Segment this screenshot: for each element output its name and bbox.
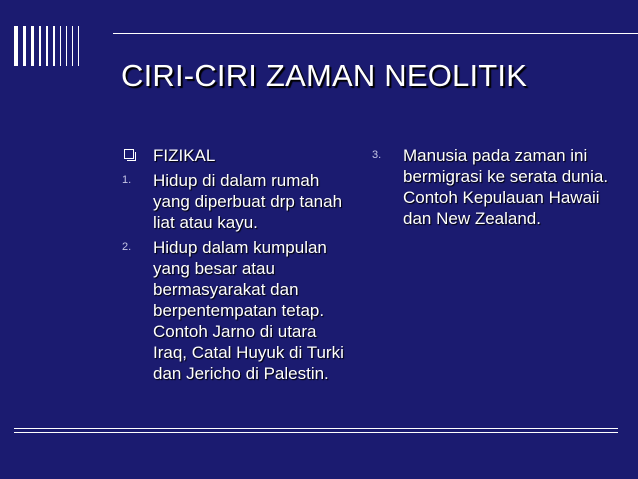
- list-number: 2.: [122, 241, 132, 253]
- hollow-square-bullet-icon: [124, 149, 134, 159]
- list-item-text: Hidup di dalam rumah yang diperbuat drp tanah liat atau kayu.: [153, 171, 343, 232]
- list-number: 3.: [372, 149, 382, 161]
- left-column: [122, 145, 352, 388]
- list-item-text: Manusia pada zaman ini bermigrasi ke serata dunia. Contoh Kepulauan Hawaii dan New Zealand.: [403, 146, 609, 228]
- bullet-item: [122, 145, 352, 166]
- bullet-text: FIZIKAL: [153, 146, 216, 165]
- numbered-item: [372, 145, 612, 229]
- list-number: 1.: [122, 174, 132, 186]
- list-item-text: Hidup dalam kumpulan yang besar atau bermasyarakat dan berpentempatan tetap. Contoh Jarno di utara Iraq, Catal Huyuk di Turki dan Jericho di Palestin.: [153, 238, 344, 383]
- bottom-rule-lines: [14, 428, 618, 433]
- top-rule-line: [113, 33, 638, 34]
- numbered-item: [122, 237, 352, 384]
- decorative-vertical-bars: [14, 26, 84, 66]
- slide-title: CIRI-CIRI ZAMAN NEOLITIK: [121, 58, 528, 93]
- right-column: [372, 145, 612, 233]
- numbered-item: [122, 170, 352, 233]
